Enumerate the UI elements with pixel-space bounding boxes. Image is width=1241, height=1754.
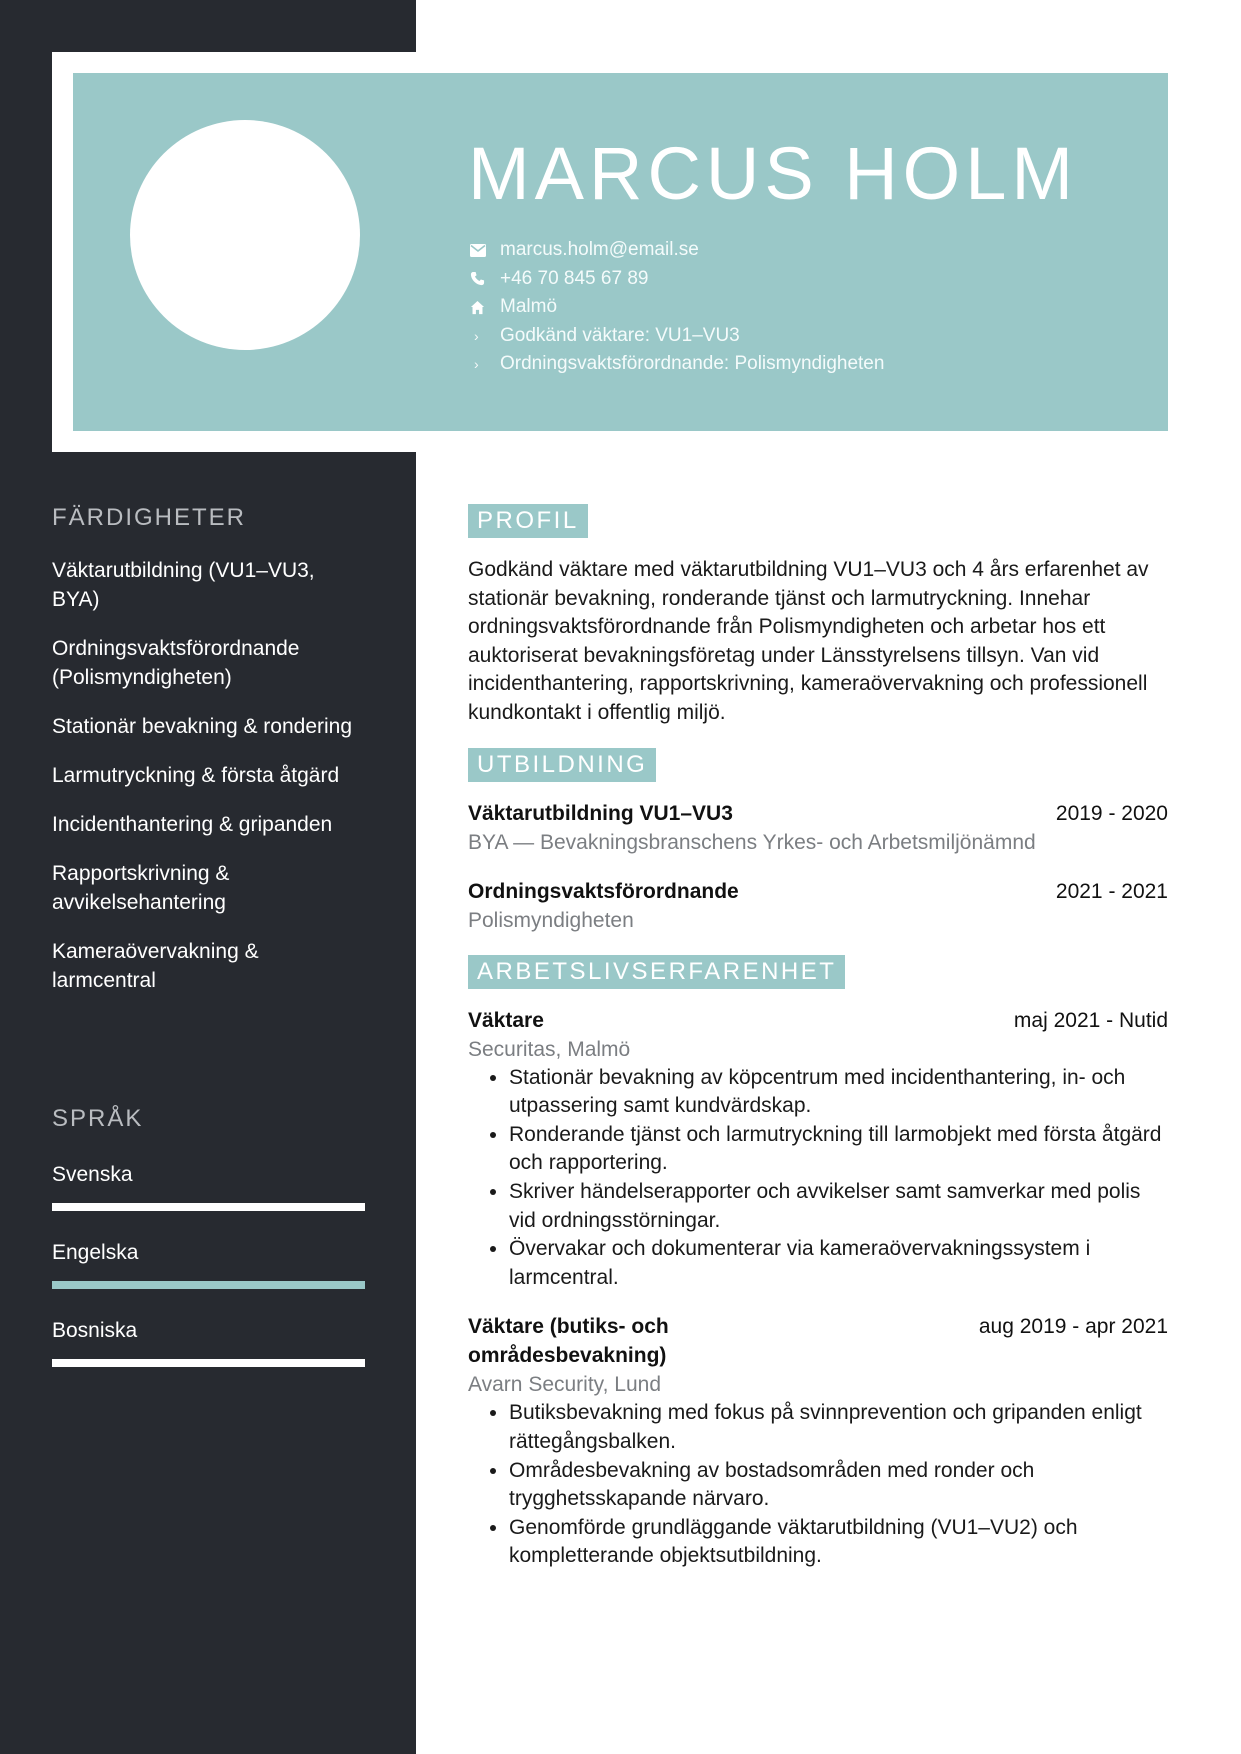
language-name: Engelska: [52, 1241, 139, 1264]
contact-phone[interactable]: [470, 265, 884, 294]
home-icon: [470, 300, 500, 315]
skills-heading: FÄRDIGHETER: [52, 504, 247, 531]
education-org: BYA — Bevakningsbranschens Yrkes- och Arbetsmiljönämnd: [468, 830, 1036, 854]
education-entry: [468, 799, 1168, 857]
contact-phone-text: +46 70 845 67 89: [500, 267, 649, 289]
education-title: Ordningsvaktsförordnande: [468, 879, 739, 903]
experience-bullet: • Ronderande tjänst och larmutryckning till larmobjekt med första åtgärd och rapportering.: [509, 1121, 1168, 1178]
phone-icon: [470, 271, 500, 286]
contact-certificate-police-text: Ordningsvaktsförordnande: Polismyndigheten: [500, 353, 885, 375]
language-level-fill: [52, 1281, 365, 1289]
language-name: Bosniska: [52, 1319, 138, 1342]
language-level-fill: [52, 1203, 365, 1211]
profile-heading: PROFIL: [468, 504, 588, 538]
experience-bullet: • Butiksbevakning med fokus på svinnprevention och gripanden enligt rättegångsbalken.: [509, 1399, 1168, 1456]
experience-bullet: • Stationär bevakning av köpcentrum med incidenthantering, in- och utpassering samt kundvärdskap.: [509, 1064, 1168, 1121]
experience-bullet: • Genomförde grundläggande väktarutbildning (VU1–VU2) och kompletterande objektsutbildning.: [509, 1514, 1168, 1571]
experience-date: maj 2021 - Nutid: [1013, 1008, 1168, 1032]
education-heading: UTBILDNING: [468, 748, 656, 782]
experience-bullet: • Övervakar och dokumenterar via kameraövervakningssystem i larmcentral.: [509, 1235, 1168, 1292]
skill-item: Larmutryckning & första åtgärd: [52, 764, 340, 787]
language-level-bar: [52, 1359, 365, 1367]
chevron-right-icon: ›: [474, 356, 479, 373]
candidate-name: MARCUS HOLM: [468, 132, 1079, 215]
experience-bullets: [468, 1064, 1168, 1293]
experience-heading: ARBETSLIVSERFARENHET: [468, 955, 845, 989]
education-org: Polismyndigheten: [468, 908, 634, 932]
experience-bullets: [468, 1399, 1168, 1571]
contact-location: [470, 293, 884, 322]
contact-certificate-guard-text: Godkänd väktare: VU1–VU3: [500, 324, 740, 346]
chevron-right-icon: ›: [474, 327, 479, 344]
profile-text: Godkänd väktare med väktarutbildning VU1–VU3 och 4 års erfarenhet av stationär bevakning, ronderande tjänst och larmutryckning. Innehar ordningsvaktsförordnande från Polismyndigheten och arbetar hos ett auktoriserat bevakningsföretag under Länsstyrelsens tillsyn. Van vid incidenthantering, rapportskrivning, kameraövervakning och professionell kundkontakt i offentlig miljö.: [468, 558, 1149, 724]
languages-heading: SPRÅK: [52, 1105, 144, 1132]
mail-icon: [470, 244, 500, 257]
contact-location-text: Malmö: [500, 296, 558, 318]
skill-item: Rapportskrivning & avvikelsehantering: [52, 862, 230, 914]
skills-list: [52, 556, 362, 1015]
experience-bullet: • Skriver händelserapporter och avvikelser samt samverkar med polis vid ordningsstörningar.: [509, 1178, 1168, 1235]
skill-item: Kameraövervakning & larmcentral: [52, 940, 259, 992]
contact-certificate-guard: [470, 322, 884, 351]
skill-item: Väktarutbildning (VU1–VU3, BYA): [52, 559, 315, 611]
language-item-engelska: [52, 1238, 365, 1289]
language-item-bosniska: [52, 1316, 365, 1367]
skill-item: Ordningsvaktsförordnande (Polismyndigheten): [52, 637, 300, 689]
contact-list: [470, 236, 884, 379]
education-title: Väktarutbildning VU1–VU3: [468, 801, 733, 825]
education-entry: [468, 877, 1168, 935]
contact-email-text: marcus.holm@email.se: [500, 239, 699, 261]
experience-org: Avarn Security, Lund: [468, 1373, 661, 1397]
experience-entry: [468, 1006, 1168, 1293]
language-level-fill: [52, 1359, 365, 1367]
experience-bullet: • Områdesbevakning av bostadsområden med ronder och trygghetsskapande närvaro.: [509, 1457, 1168, 1514]
experience-title: Väktare (butiks- och områdesbevakning): [468, 1315, 669, 1368]
contact-email[interactable]: [470, 236, 884, 265]
language-level-bar: [52, 1281, 365, 1289]
main-content: [468, 504, 1168, 1571]
education-date: 2019 - 2020: [1055, 801, 1168, 825]
skill-item: Incidenthantering & gripanden: [52, 813, 333, 836]
language-item-svenska: [52, 1160, 365, 1211]
experience-entry: [468, 1312, 1168, 1571]
contact-certificate-police: [470, 350, 884, 379]
language-level-bar: [52, 1203, 365, 1211]
experience-date: aug 2019 - apr 2021: [978, 1315, 1168, 1339]
skill-item: Stationär bevakning & rondering: [52, 715, 353, 738]
profile-photo-placeholder: [130, 120, 360, 350]
experience-org: Securitas, Malmö: [468, 1037, 631, 1061]
language-name: Svenska: [52, 1163, 133, 1186]
experience-title: Väktare: [468, 1008, 544, 1032]
education-date: 2021 - 2021: [1055, 879, 1168, 903]
